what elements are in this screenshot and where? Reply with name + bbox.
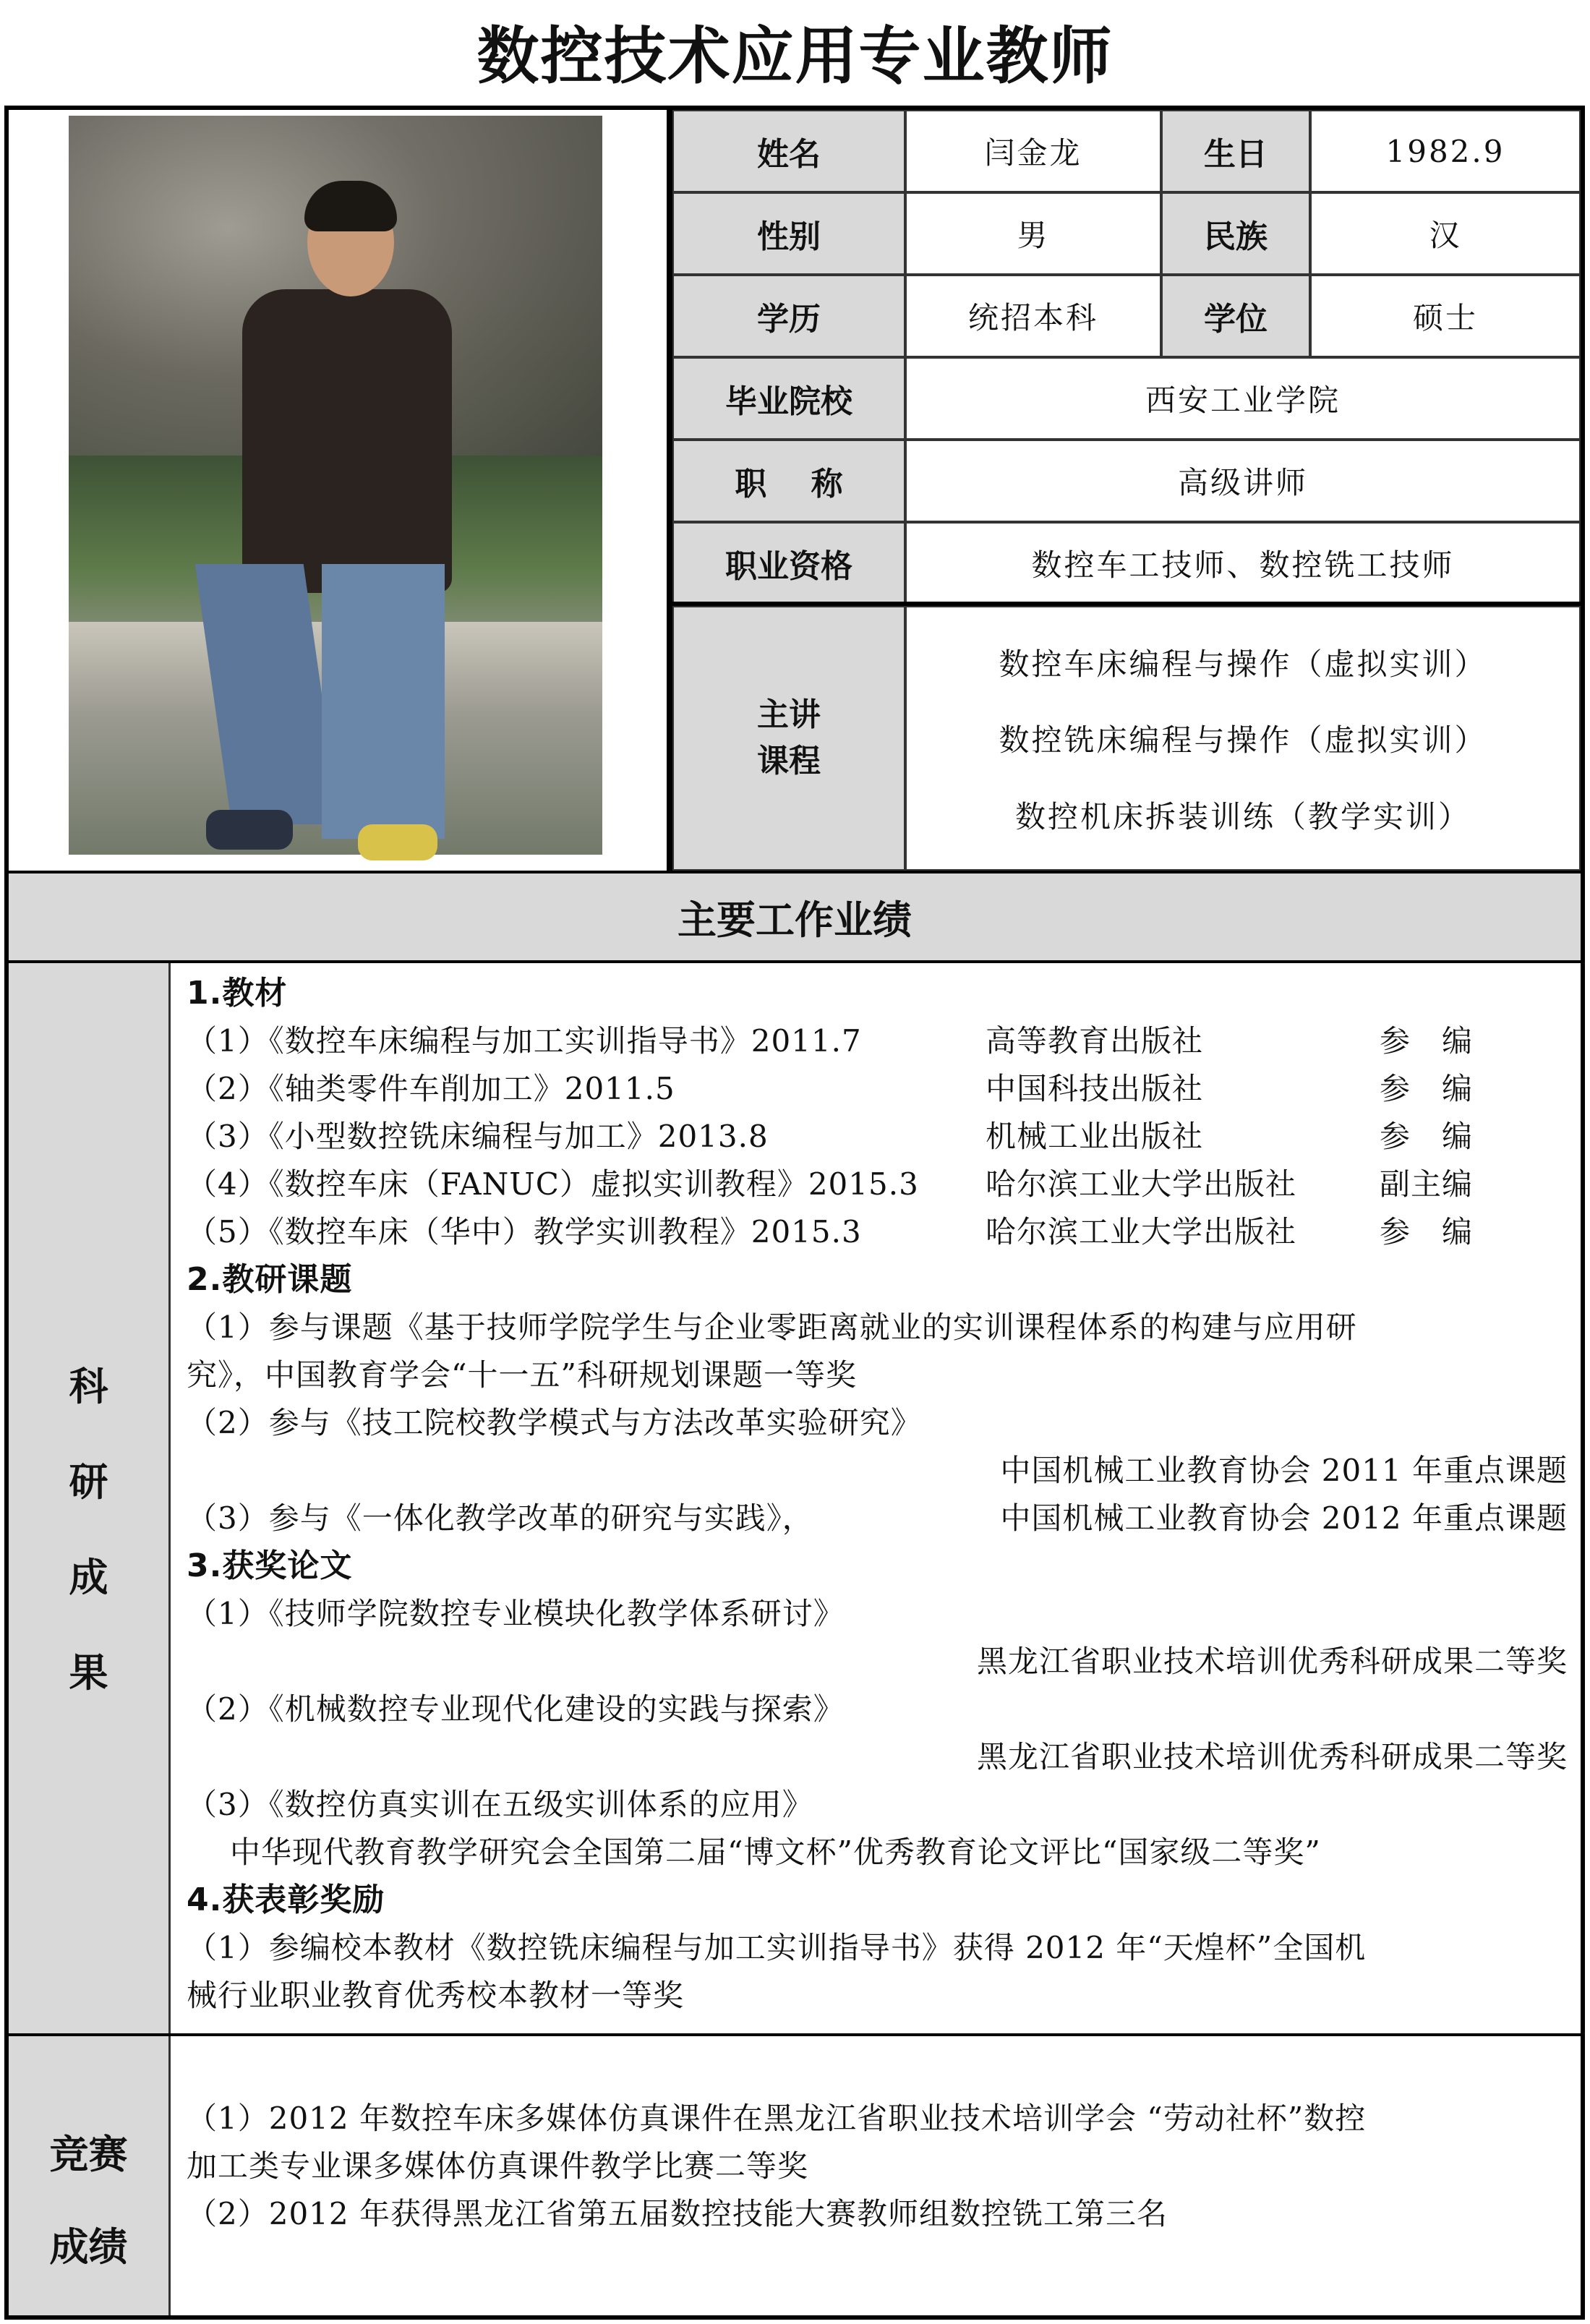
award-line: （1）参编校本教材《数控铣床编程与加工实训指导书》获得 2012 年“天煌杯”全国机	[187, 1930, 1367, 1965]
project-line: 中国机械工业教育协会 2012 年重点课题	[1000, 1500, 1568, 1536]
research-label	[9, 963, 171, 2035]
research-label-char: 果	[69, 1650, 108, 1696]
contest-line: 加工类专业课多媒体仿真课件教学比赛二等奖	[187, 2148, 809, 2184]
title-label: 职 称	[672, 440, 905, 522]
qualification-value: 数控车工技师、数控铣工技师	[905, 522, 1581, 605]
contest-line: （2）2012 年获得黑龙江省第五届数控技能大赛教师组数控铣工第三名	[187, 2196, 1168, 2231]
gender-label: 性别	[672, 192, 905, 275]
book-role: 参 编	[1380, 1214, 1474, 1249]
teacher-photo	[69, 116, 602, 855]
course-item: 数控机床拆装训练（教学实训）	[1014, 798, 1471, 834]
gender-value: 男	[905, 192, 1161, 275]
birth-label: 生日	[1161, 110, 1310, 192]
paper-line: 中华现代教育教学研究会全国第二届“博文杯”优秀教育论文评比“国家级二等奖”	[230, 1834, 1321, 1870]
title-value: 高级讲师	[905, 440, 1581, 522]
research-content	[187, 972, 1575, 2028]
project-line: （2）参与《技工院校教学模式与方法改革实验研究》	[187, 1405, 922, 1440]
book-title: （4）《数控车床（FANUC）虚拟实训教程》2015.3	[187, 1166, 919, 1202]
paper-line: 黑龙江省职业技术培训优秀科研成果二等奖	[976, 1739, 1568, 1774]
school-value: 西安工业学院	[905, 357, 1581, 440]
book-role: 副主编	[1380, 1166, 1474, 1202]
degree-label: 学位	[1161, 275, 1310, 357]
book-title: （1）《数控车床编程与加工实训指导书》2011.7	[187, 1023, 862, 1059]
book-publisher: 哈尔滨工业大学出版社	[986, 1214, 1297, 1249]
research-label-char: 科	[69, 1364, 108, 1409]
contest-line: （1）2012 年数控车床多媒体仿真课件在黑龙江省职业技术培训学会 “劳动社杯”数控	[187, 2101, 1367, 2136]
paper-line: （1）《技师学院数控专业模块化教学体系研讨》	[187, 1596, 845, 1631]
qualification-label: 职业资格	[672, 522, 905, 605]
ethnicity-label: 民族	[1161, 192, 1310, 275]
section-textbooks-title: 1.教材	[187, 975, 288, 1012]
book-publisher: 机械工业出版社	[986, 1119, 1204, 1154]
project-line: （1）参与课题《基于技师学院学生与企业零距离就业的实训课程体系的构建与应用研	[187, 1310, 1357, 1345]
name-value: 闫金龙	[905, 110, 1161, 192]
courses-label	[672, 606, 905, 871]
contest-content	[187, 2097, 1575, 2299]
award-line: 械行业职业教育优秀校本教材一等奖	[187, 1978, 685, 2013]
courses-label-line2: 课程	[757, 743, 821, 779]
book-title: （5）《数控车床（华中）教学实训教程》2015.3	[187, 1214, 862, 1249]
ethnicity-value: 汉	[1310, 192, 1581, 275]
achievements-header: 主要工作业绩	[9, 871, 1581, 963]
contest-label-line: 竞赛	[49, 2132, 128, 2177]
section-papers-title: 3.获奖论文	[187, 1547, 353, 1584]
section-projects-title: 2.教研课题	[187, 1261, 353, 1298]
book-role: 参 编	[1380, 1119, 1474, 1154]
book-publisher: 中国科技出版社	[986, 1071, 1204, 1106]
course-item: 数控车床编程与操作（虚拟实训）	[999, 646, 1487, 682]
project-line: （3）参与《一体化教学改革的研究与实践》，	[187, 1500, 813, 1536]
book-publisher: 哈尔滨工业大学出版社	[986, 1166, 1297, 1202]
contest-label	[9, 2036, 171, 2315]
book-role: 参 编	[1380, 1071, 1474, 1106]
paper-line: （2）《机械数控专业现代化建设的实践与探索》	[187, 1691, 845, 1727]
birth-value: 1982.9	[1310, 110, 1581, 192]
project-line: 中国机械工业教育协会 2011 年重点课题	[1000, 1453, 1568, 1488]
contest-divider	[9, 2033, 1581, 2036]
page-title: 数控技术应用专业教师	[476, 20, 1114, 93]
name-label: 姓名	[672, 110, 905, 192]
contest-label-line: 成绩	[49, 2224, 128, 2270]
degree-value: 硕士	[1310, 275, 1581, 357]
research-label-char: 成	[69, 1555, 108, 1600]
school-label: 毕业院校	[672, 357, 905, 440]
course-item: 数控铣床编程与操作（虚拟实训）	[999, 722, 1487, 758]
book-title: （2）《轴类零件车削加工》2011.5	[187, 1071, 675, 1106]
book-publisher: 高等教育出版社	[986, 1023, 1204, 1059]
paper-line: 黑龙江省职业技术培训优秀科研成果二等奖	[976, 1644, 1568, 1679]
courses-list	[905, 606, 1581, 871]
research-label-char: 研	[69, 1459, 108, 1505]
book-role: 参 编	[1380, 1023, 1474, 1059]
project-line: 究》，中国教育学会“十一五”科研规划课题一等奖	[187, 1357, 857, 1393]
section-awards-title: 4.获表彰奖励	[187, 1881, 385, 1918]
education-label: 学历	[672, 275, 905, 357]
education-value: 统招本科	[905, 275, 1161, 357]
photo-divider	[667, 106, 672, 871]
paper-line: （3）《数控仿真实训在五级实训体系的应用》	[187, 1787, 813, 1822]
book-title: （3）《小型数控铣床编程与加工》2013.8	[187, 1119, 769, 1154]
courses-label-line1: 主讲	[757, 696, 821, 733]
